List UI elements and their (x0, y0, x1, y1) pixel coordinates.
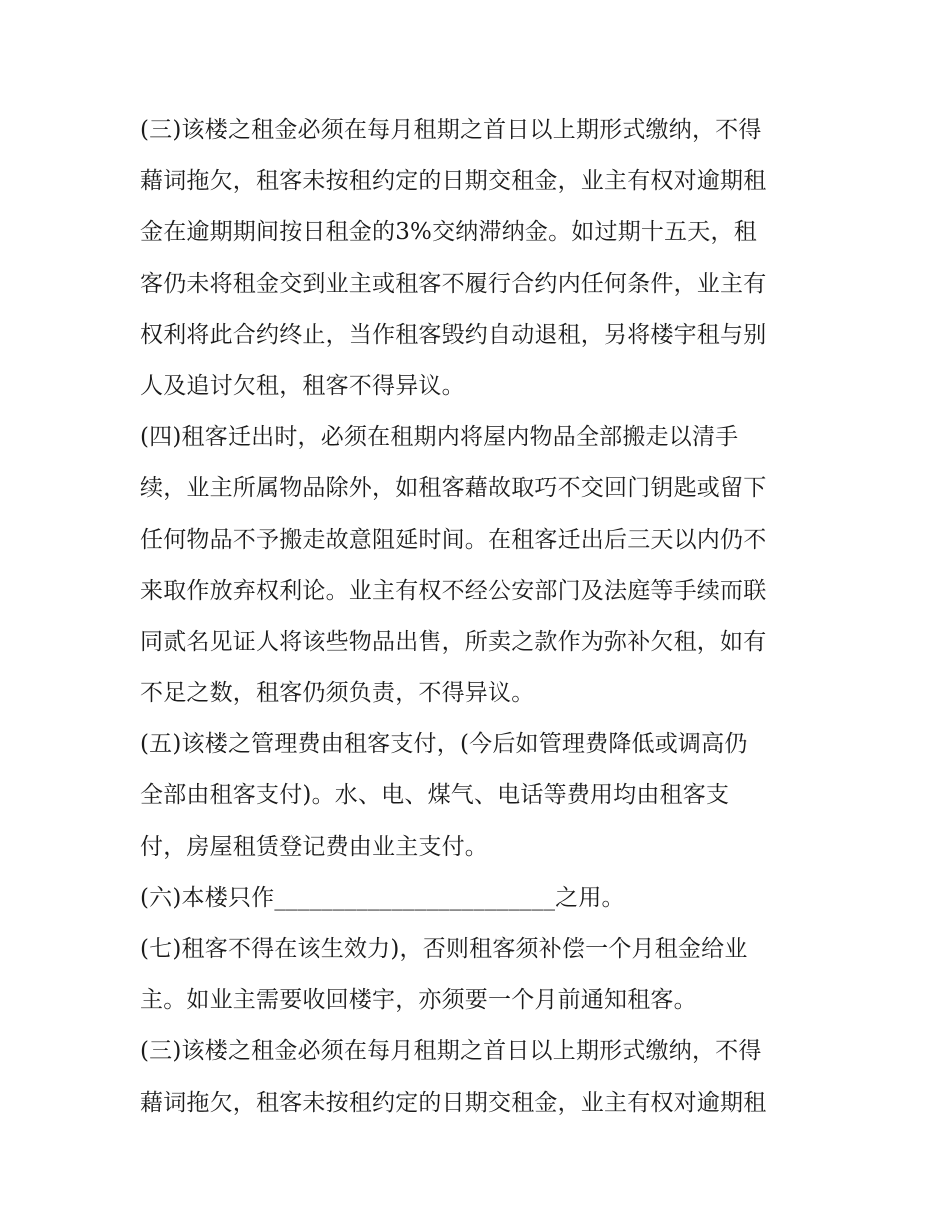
text-line: (六)本楼只作________________________之用。 (140, 884, 625, 911)
text-line: 不足之数，租客仍须负责，不得异议。 (140, 680, 535, 707)
text-line: 来取作放弃权利论。业主有权不经公安部门及法庭等手续而联 (140, 577, 767, 604)
text-line: 同贰名见证人将该些物品出售，所卖之款作为弥补欠租，如有 (140, 628, 767, 655)
text-line: (七)租客不得在该生效力)，否则租客须补偿一个月租金给业 (140, 936, 748, 962)
text-line: (三)该楼之租金必须在每月租期之首日以上期形式缴纳，不得 (140, 1038, 762, 1065)
text-line: 任何物品不予搬走故意阻延时间。在租客迁出后三天以内仍不 (140, 526, 767, 553)
text-line: 权利将此合约终止，当作租客毁约自动退租，另将楼宇租与别 (140, 321, 767, 348)
text-line: 藉词拖欠，租客未按租约定的日期交租金，业主有权对逾期租 (140, 1089, 767, 1116)
text-line: 续，业主所属物品除外，如租客藉故取巧不交回门钥匙或留下 (140, 475, 767, 502)
text-line: 人及追讨欠租，租客不得异议。 (140, 372, 465, 399)
text-line: 主。如业主需要收回楼宇，亦须要一个月前通知租客。 (140, 987, 697, 1014)
text-line: (三)该楼之租金必须在每月租期之首日以上期形式缴纳，不得 (140, 117, 762, 143)
text-line: (四)租客迁出时，必须在租期内将屋内物品全部搬走以清手 (140, 424, 739, 451)
text-line: 全部由租客支付)。水、电、煤气、电话等费用均由租客支 (140, 782, 730, 809)
text-line: 藉词拖欠，租客未按租约定的日期交租金，业主有权对逾期租 (140, 168, 767, 195)
text-line: 付，房屋租赁登记费由业主支付。 (140, 833, 488, 860)
text-line: (五)该楼之管理费由租客支付，(今后如管理费降低或调高仍 (140, 731, 748, 758)
text-line: 金在逾期期间按日租金的3%交纳滞纳金。如过期十五天，租 (140, 219, 757, 246)
text-line: 客仍未将租金交到业主或租客不履行合约内任何条件，业主有 (140, 270, 767, 297)
document-body (140, 112, 820, 1136)
